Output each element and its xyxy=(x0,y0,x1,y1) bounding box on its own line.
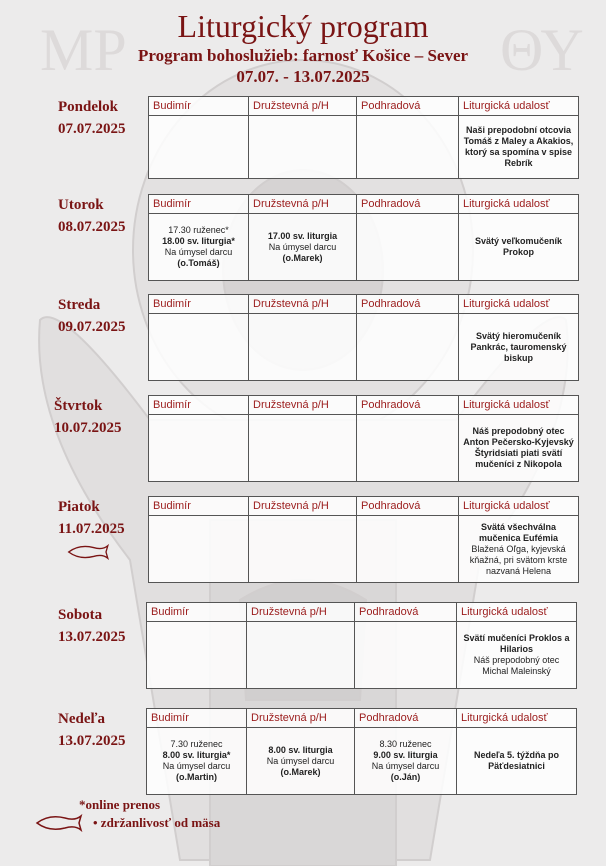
column-header: Podhradová xyxy=(355,709,457,728)
cell-line: 9.00 sv. liturgia xyxy=(373,750,438,760)
day-label xyxy=(58,98,126,138)
schedule-table xyxy=(146,602,577,689)
day-label xyxy=(58,296,126,336)
day-name: Štvrtok xyxy=(54,398,103,414)
column-header: Družstevná p/H xyxy=(247,709,355,728)
schedule-cell xyxy=(459,516,579,583)
cell-line: 17.30 ruženec* xyxy=(168,225,229,235)
cell-line: Náš prepodobný otec Anton Pečersko-Kyjevský xyxy=(463,426,574,447)
day-date: 13.07.2025 xyxy=(58,629,126,645)
column-header: Podhradová xyxy=(357,195,459,214)
table-header-row xyxy=(149,497,579,516)
column-header: Podhradová xyxy=(357,497,459,516)
table-row xyxy=(149,116,579,179)
column-header: Budimír xyxy=(149,396,249,415)
legend xyxy=(35,796,220,832)
schedule-cell xyxy=(355,728,457,795)
column-header: Družstevná p/H xyxy=(249,295,357,314)
schedule-cell xyxy=(357,116,459,179)
schedule-cell xyxy=(149,214,249,281)
svg-text:ΘΥ: ΘΥ xyxy=(500,17,584,83)
day-label xyxy=(54,397,122,437)
cell-line: Nedeľa 5. týždňa po Päťdesiatnici xyxy=(474,750,559,771)
table-row xyxy=(149,516,579,583)
column-header: Liturgická udalosť xyxy=(457,709,577,728)
cell-line: 8.00 sv. liturgia* xyxy=(162,750,231,760)
day-date: 11.07.2025 xyxy=(58,521,125,537)
cell-line: Svätý hieromučeník Pankrác, tauromenský biskup xyxy=(470,330,567,363)
schedule-cell xyxy=(247,728,355,795)
cell-line: Svätá všechválna mučenica Eufémia xyxy=(478,521,559,543)
cell-line: 8.00 sv. liturgia xyxy=(268,744,333,755)
column-header: Liturgická udalosť xyxy=(459,396,579,415)
schedule-cell xyxy=(147,622,247,689)
column-header: Podhradová xyxy=(357,97,459,116)
day-name: Streda xyxy=(58,297,101,313)
day-name: Piatok xyxy=(58,499,100,515)
cell-line: Štyridsiati piati svätí mučeníci z Nikopola xyxy=(474,448,563,469)
table-row xyxy=(149,214,579,281)
schedule-cell xyxy=(149,415,249,482)
schedule-cell xyxy=(459,415,579,482)
page-subtitle: Program bohoslužieb: farnosť Košice – Sever xyxy=(137,46,469,65)
cell-line: (o.Marek) xyxy=(282,252,323,263)
schedule-table xyxy=(148,194,579,281)
schedule-table xyxy=(148,294,579,381)
cell-line: (o.Marek) xyxy=(280,766,321,777)
day-name: Sobota xyxy=(58,607,103,623)
schedule-cell xyxy=(457,622,577,689)
column-header: Budimír xyxy=(149,195,249,214)
schedule-table xyxy=(148,496,579,583)
schedule-cell xyxy=(149,314,249,381)
day-label xyxy=(58,196,126,236)
schedule-cell xyxy=(249,415,357,482)
schedule-cell xyxy=(457,728,577,795)
column-header: Podhradová xyxy=(357,396,459,415)
day-date: 08.07.2025 xyxy=(58,219,126,235)
fish-icon xyxy=(35,814,87,832)
cell-line: Naši prepodobní otcovia Tomáš z Maley a Akakios, ktorý sa spomína v spise Rebrík xyxy=(463,125,574,168)
column-header: Liturgická udalosť xyxy=(459,97,579,116)
cell-line: (o.Tomáš) xyxy=(177,258,220,268)
day-date: 13.07.2025 xyxy=(58,733,126,749)
date-range: 07.07. - 13.07.2025 xyxy=(236,67,370,86)
table-header-row xyxy=(149,396,579,415)
schedule-cell xyxy=(149,516,249,583)
legend-fasting-row xyxy=(35,814,220,832)
schedule-cell xyxy=(247,622,355,689)
cell-line: 8.30 ruženec xyxy=(379,739,432,749)
column-header: Družstevná p/H xyxy=(249,396,357,415)
column-header: Družstevná p/H xyxy=(249,497,357,516)
table-header-row xyxy=(149,295,579,314)
table-header-row xyxy=(147,709,577,728)
schedule-cell xyxy=(357,516,459,583)
schedule-cell xyxy=(355,622,457,689)
day-label xyxy=(58,606,126,646)
cell-line: (o.Ján) xyxy=(390,772,421,782)
schedule-cell xyxy=(249,314,357,381)
schedule-cell xyxy=(459,314,579,381)
svg-text:ΜΡ: ΜΡ xyxy=(40,17,127,83)
schedule-cell xyxy=(249,116,357,179)
fish-icon xyxy=(66,544,114,560)
column-header: Družstevná p/H xyxy=(247,603,355,622)
cell-line: Na úmysel darcu xyxy=(162,761,231,771)
page-header xyxy=(0,8,606,87)
day-date: 10.07.2025 xyxy=(54,420,122,436)
schedule-table xyxy=(148,96,579,179)
table-row xyxy=(147,728,577,795)
schedule-cell xyxy=(357,214,459,281)
day-label xyxy=(58,710,126,750)
schedule-cell xyxy=(357,415,459,482)
schedule-cell xyxy=(149,116,249,179)
column-header: Podhradová xyxy=(355,603,457,622)
legend-online: *online prenos xyxy=(79,797,161,812)
column-header: Liturgická udalosť xyxy=(459,195,579,214)
cell-line: Na úmysel darcu xyxy=(164,247,233,257)
day-date: 09.07.2025 xyxy=(58,319,126,335)
table-header-row xyxy=(149,97,579,116)
schedule-table xyxy=(148,395,579,482)
column-header: Liturgická udalosť xyxy=(459,295,579,314)
schedule-cell xyxy=(357,314,459,381)
cell-line: (o.Martin) xyxy=(176,772,217,782)
column-header: Budimír xyxy=(149,97,249,116)
page-title: Liturgický program xyxy=(177,8,429,44)
cell-line: Na úmysel darcu xyxy=(266,755,335,766)
schedule-cell xyxy=(249,214,357,281)
column-header: Družstevná p/H xyxy=(249,97,357,116)
column-header: Budimír xyxy=(149,497,249,516)
schedule-table xyxy=(146,708,577,795)
column-header: Budimír xyxy=(149,295,249,314)
schedule-cell xyxy=(249,516,357,583)
cell-line: 17.00 sv. liturgia xyxy=(267,230,338,241)
table-header-row xyxy=(149,195,579,214)
schedule-cell xyxy=(147,728,247,795)
column-header: Budimír xyxy=(147,603,247,622)
cell-line: Na úmysel darcu xyxy=(268,241,337,252)
cell-line: 7.30 ruženec xyxy=(170,739,223,749)
table-row xyxy=(149,314,579,381)
table-header-row xyxy=(147,603,577,622)
cell-line: Blažená Oľga, kyjevská kňažná, pri svätom krste nazvaná Helena xyxy=(469,543,568,576)
cell-line: Svätý veľkomučeník Prokop xyxy=(474,236,562,257)
column-header: Liturgická udalosť xyxy=(457,603,577,622)
cell-line: Náš prepodobný otec Michal Maleinský xyxy=(473,655,560,676)
table-row xyxy=(147,622,577,689)
legend-fasting: • zdržanlivosť od mäsa xyxy=(93,815,221,830)
day-label xyxy=(58,498,125,565)
column-header: Podhradová xyxy=(357,295,459,314)
cell-line: Na úmysel darcu xyxy=(371,761,440,771)
column-header: Družstevná p/H xyxy=(249,195,357,214)
cell-line: Svätí mučeníci Proklos a Hilarios xyxy=(463,633,570,654)
day-name: Pondelok xyxy=(58,99,119,115)
day-name: Utorok xyxy=(58,197,104,213)
schedule-cell xyxy=(459,214,579,281)
day-date: 07.07.2025 xyxy=(58,121,126,137)
column-header: Liturgická udalosť xyxy=(459,497,579,516)
table-row xyxy=(149,415,579,482)
day-name: Nedeľa xyxy=(58,711,106,727)
schedule-cell xyxy=(459,116,579,179)
column-header: Budimír xyxy=(147,709,247,728)
cell-line: 18.00 sv. liturgia* xyxy=(162,236,235,246)
